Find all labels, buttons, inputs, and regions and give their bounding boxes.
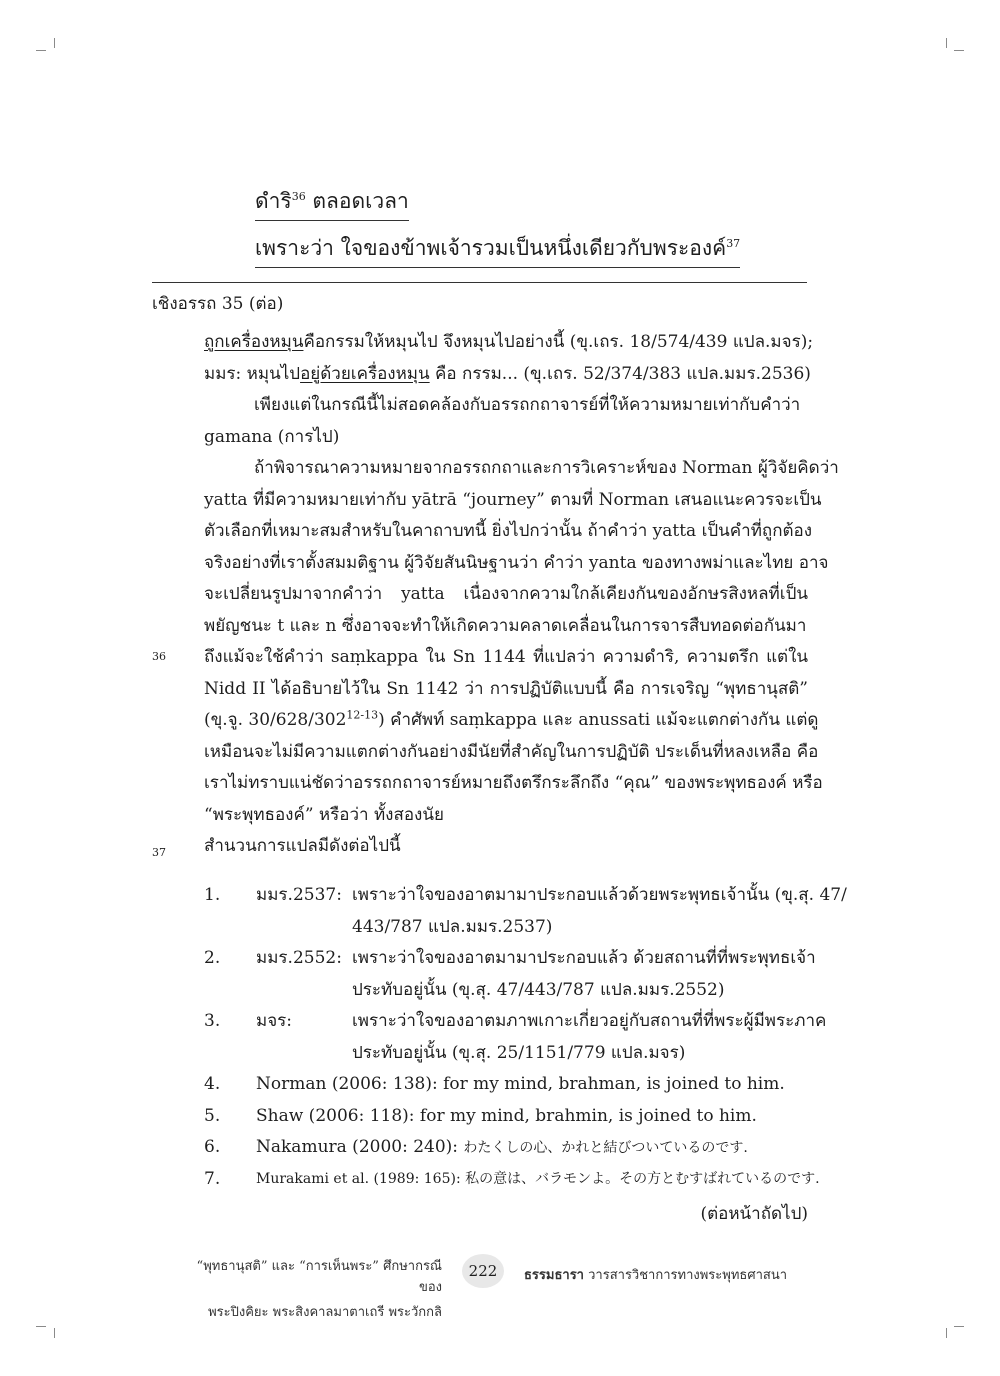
- footnote-line: พยัญชนะ t และ n ซึ่งอาจจะทำให้เกิดความคลาดเคลื่อนในการจารสืบทอดต่อกันมา: [204, 615, 807, 636]
- citation: Nakamura (2000: 240):: [256, 1137, 464, 1157]
- item-number: 4.: [204, 1074, 221, 1094]
- footnote-number-36: 36: [152, 650, 166, 663]
- footnote-line: [204, 705, 819, 737]
- underlined-term: ถูกเครื่องหมุน: [204, 332, 304, 352]
- japanese-text: わたくしの心、かれと結びついているのです.: [463, 1140, 748, 1156]
- translation-list: [204, 880, 847, 1195]
- crop-mark: [36, 50, 46, 51]
- text: ) คำศัพท์ saṃkappa และ anussati แม้จะแตกต่างกัน แต่ดู: [378, 710, 819, 730]
- list-item-cont: [204, 1038, 808, 1070]
- superscript: 12-13: [346, 708, 379, 722]
- text: คือ กรรม... (ขุ.เถร. 52/374/383 แปล.มมร.2536): [429, 363, 811, 384]
- item-source: มมร.2552:: [256, 948, 342, 968]
- crop-mark: [946, 38, 947, 48]
- item-text: ประทับอยู่นั้น (ขุ.สุ. 25/1151/779 แปล.มจร): [352, 1042, 686, 1063]
- verse-text: เพราะว่า ใจของข้าพเจ้ารวมเป็นหนึ่งเดียวกับพระองค์: [255, 236, 727, 260]
- text: คือกรรมให้หมุนไป จึงหมุนไปอย่างนี้ (ขุ.เถร. 18/574/439 แปล.มจร);: [303, 332, 814, 352]
- text: มมร: หมุนไป: [204, 363, 301, 384]
- continued-label: (ต่อหน้าถัดไป): [700, 1204, 808, 1224]
- footnote-line: Nidd II ได้อธิบายไว้ใน Sn 1142 ว่า การปฏิบัติแบบนี้ คือ การเจริญ “พุทธานุสติ”: [204, 678, 808, 699]
- item-text: เพราะว่าใจของอาตมามาประกอบแล้วด้วยพระพุทธเจ้านั้น (ขุ.สุ. 47/: [352, 885, 847, 905]
- item-text: [256, 1132, 748, 1165]
- item-number: 6.: [204, 1137, 221, 1157]
- footnote-heading: เชิงอรรถ 35 (ต่อ): [152, 294, 284, 314]
- list-item: [204, 1132, 808, 1164]
- footer-title-line: พระปิงคิยะ พระสิงคาลมาตาเถรี พระวักกลิ: [208, 1305, 442, 1320]
- list-item: [204, 943, 816, 975]
- footnote-line: จะเปลี่ยนรูปมาจากคำว่า yatta เนื่องจากความใกล้เคียงกันของอักษรสิงหลที่เป็น: [204, 584, 808, 604]
- item-text: 443/787 แปล.มมร.2537): [352, 916, 553, 937]
- footnote-line: สำนวนการแปลมีดังต่อไปนี้: [204, 836, 401, 856]
- footnote-line: gamana (การไป): [204, 426, 340, 447]
- citation: Murakami et al. (1989: 165):: [256, 1170, 466, 1187]
- list-item: [204, 1164, 820, 1196]
- footnote-line: [204, 327, 814, 359]
- list-item-cont: [204, 912, 808, 944]
- footnote-line: “พระพุทธองค์” หรือว่า ทั้งสองนัย: [204, 804, 444, 825]
- footnote-line: ถ้าพิจารณาความหมายจากอรรถกถาและการวิเคราะห์ของ Norman ผู้วิจัยคิดว่า: [254, 458, 839, 478]
- footnote-divider: [152, 282, 807, 283]
- item-number: 5.: [204, 1105, 221, 1126]
- verse-text: ดำริ: [255, 189, 292, 213]
- item-number: 2.: [204, 948, 221, 968]
- crop-mark: [36, 1326, 46, 1327]
- item-text: ประทับอยู่นั้น (ขุ.สุ. 47/443/787 แปล.มมร.2552): [352, 979, 725, 1000]
- verse-line-1: [255, 185, 409, 221]
- journal-name: ธรรมธารา: [524, 1268, 584, 1283]
- item-text: [256, 1164, 820, 1196]
- footer-left: [192, 1255, 442, 1322]
- crop-mark: [54, 1328, 55, 1338]
- item-number: 1.: [204, 885, 221, 905]
- footnote-ref[interactable]: 37: [726, 237, 741, 250]
- crop-mark: [946, 1328, 947, 1338]
- list-item: [204, 1069, 808, 1101]
- item-source: มมร.2537:: [256, 885, 342, 905]
- list-item: [204, 1006, 827, 1038]
- footnote-line: yatta ที่มีความหมายเท่ากับ yātrā “journey” ตามที่ Norman เสนอแนะควรจะเป็น: [204, 489, 822, 510]
- list-item: [204, 880, 847, 912]
- list-item-cont: [204, 975, 808, 1007]
- japanese-text: 私の意は、バラモンよ。その方とむすばれているのです.: [465, 1170, 820, 1187]
- footnote-body: [204, 327, 839, 863]
- crop-mark: [54, 38, 55, 48]
- footnote-line: จริงอย่างที่เราตั้งสมมติฐาน ผู้วิจัยสันนิษฐานว่า คำว่า yanta ของทางพม่าและไทย อาจ: [204, 552, 829, 573]
- footnote-ref[interactable]: 36: [291, 190, 306, 203]
- footer-right: [524, 1264, 787, 1285]
- item-text: เพราะว่าใจของอาตมภาพเกาะเกี่ยวอยู่กับสถานที่ที่พระผู้มีพระภาค: [352, 1011, 827, 1031]
- footnote-line: เราไม่ทราบแน่ชัดว่าอรรถกถาจารย์หมายถึงตรึกระลึกถึง “คุณ” ของพระพุทธองค์ หรือ: [204, 773, 823, 793]
- journal-description: วารสารวิชาการทางพระพุทธศาสนา: [584, 1268, 788, 1283]
- item-text: เพราะว่าใจของอาตมามาประกอบแล้ว ด้วยสถานที่ที่พระพุทธเจ้า: [352, 948, 816, 968]
- list-item: [204, 1101, 808, 1133]
- item-number: 7.: [204, 1168, 221, 1189]
- footnote-line: ตัวเลือกที่เหมาะสมสำหรับในคาถาบทนี้ ยิ่งไปกว่านั้น ถ้าคำว่า yatta เป็นคำที่ถูกต้อง: [204, 521, 813, 541]
- footnote-number-37: 37: [152, 846, 166, 859]
- crop-mark: [954, 1326, 964, 1327]
- item-source: มจร:: [256, 1011, 293, 1031]
- page-number: 222: [462, 1254, 504, 1288]
- crop-mark: [954, 50, 964, 51]
- footnote-line: ถึงแม้จะใช้คำว่า saṃkappa ใน Sn 1144 ที่แปลว่า ความดำริ, ความตรึก แต่ใน: [204, 647, 808, 667]
- footnote-line: เพียงแต่ในกรณีนี้ไม่สอดคล้องกับอรรถกถาจารย์ที่ให้ความหมายเท่ากับคำว่า: [254, 395, 801, 415]
- item-text: Shaw (2006: 118): for my mind, brahmin, is joined to him.: [256, 1105, 757, 1126]
- footer-title-line: “พุทธานุสติ” และ “การเห็นพระ” ศึกษากรณีของ: [196, 1259, 442, 1295]
- footnote-line: เหมือนจะไม่มีความแตกต่างกันอย่างมีนัยที่สำคัญในการปฏิบัติ ประเด็นที่หลงเหลือ คือ: [204, 741, 819, 762]
- item-text: Norman (2006: 138): for my mind, brahman, is joined to him.: [256, 1074, 785, 1094]
- verse-line-2: [255, 232, 740, 268]
- underlined-term: อยู่ด้วยเครื่องหมุน: [300, 363, 430, 384]
- item-number: 3.: [204, 1011, 221, 1031]
- footnote-line: [204, 359, 811, 391]
- text: (ขุ.จู. 30/628/302: [204, 710, 347, 730]
- verse-text: ตลอดเวลา: [305, 189, 409, 213]
